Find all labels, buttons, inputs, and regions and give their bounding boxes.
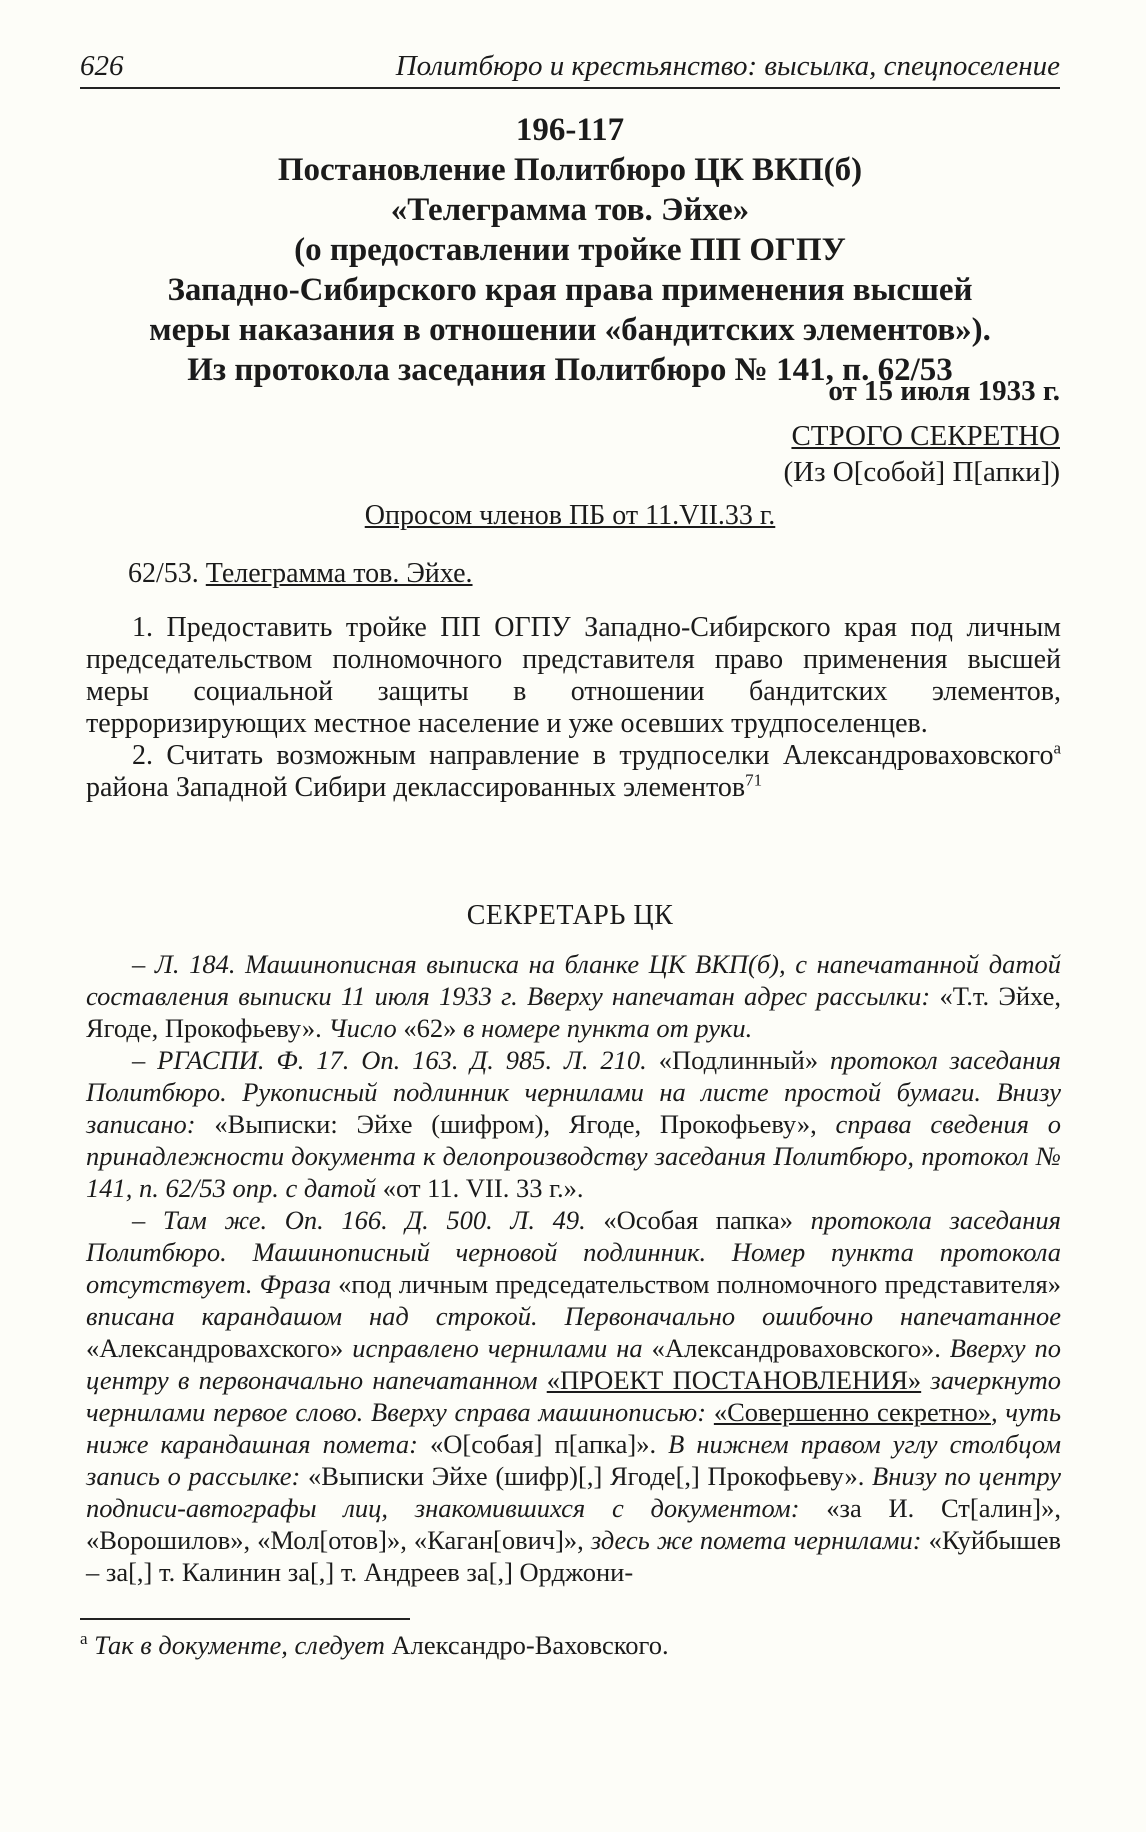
title-line: Из протокола заседания Политбюро № 141, п. 62/53 [187,352,953,388]
endnote-reference: 71 [745,770,763,790]
page-number: 626 [80,50,124,82]
note-segment: , чуть ниже карандашная помета: [86,1397,1061,1459]
document-title [80,110,1060,390]
note-segment: исправлено чернилами на [343,1333,652,1363]
document-number: 196-117 [515,112,625,148]
resolution-paragraph-1: 1. Предоставить тройке ПП ОГПУ Западно-Сибирского края под личным председательством полномочного представителя право применения высшей меры социальной защиты в отношении бандитских элементов, терроризирующих местное население и уже осевших трудпоселенцев. [86,612,1061,739]
poll-line [80,500,1060,532]
note-segment: справа сведения о принадлежности документа к делопроизводству заседания Политбюро, протокол № 141, п. 62/53 опр. с датой [86,1109,1061,1203]
title-line: Западно-Сибирского края права применения высшей [167,272,973,308]
archival-note [86,1044,1061,1204]
footnote-divider [80,1618,410,1620]
note-segment: Число [321,1013,404,1043]
title-line: «Телеграмма тов. Эйхе» [390,192,750,228]
note-segment: «Особая папка» [603,1205,794,1235]
book-title: Политбюро и крестьянство: высылка, спецпоселение [395,50,1060,82]
item-number: 62/53. [128,558,199,589]
note-segment: «Подлинный» [658,1045,819,1075]
title-line: (о предоставлении тройке ПП ОГПУ [294,232,846,268]
note-segment: протокола заседания Политбюро. Машинописный черновой подлинник. Номер пункта протокола отсутствует. Фраза [86,1205,1062,1299]
note-segment: «Т.т. Эйхе, Ягоде, Прокофьеву». [86,981,1061,1043]
note-segment: «за И. Ст[алин]», «Ворошилов», «Мол[отов]», «Каган[ович]», [86,1493,1061,1555]
paragraph-text: 2. Считать возможным направление в трудпоселки Александроваховского [132,740,1054,771]
note-segment: «ПРОЕКТ ПОСТАНОВЛЕНИЯ» [546,1365,922,1395]
note-segment: «62» [403,1013,457,1043]
resolution-paragraph-2 [86,740,1061,804]
footnote-italic: Так в документе, следует [94,1630,385,1660]
note-segment: вписана карандашом над строкой. Первоначально ошибочно напечатанное [86,1301,1061,1331]
note-segment: «от 11. VII. 33 г.». [382,1173,584,1203]
poll-text: Опросом членов ПБ от 11.VII.33 г. [364,500,776,531]
classification-block [784,418,1061,490]
footnote-marker: а [1053,738,1061,758]
note-segment: «Александроваховского». [651,1333,941,1363]
note-segment: «Куйбышев – за[,] т. Калинин за[,] т. Андреев за[,] Орджони- [86,1525,1061,1587]
title-line: Постановление Политбюро ЦК ВКП(б) [277,152,863,188]
note-segment: «О[собая] п[апка]». [430,1429,657,1459]
note-segment: – РГАСПИ. Ф. 17. Оп. 163. Д. 985. Л. 210. [132,1045,659,1075]
item-heading [128,558,473,590]
footnote-roman: Александро-Ваховского. [384,1630,669,1660]
note-segment: протокол заседания Политбюро. Рукописный подлинник чернилами на листе простой бумаги. Внизу записано: [86,1045,1061,1139]
resolution-text [86,612,1061,804]
note-segment: в номере пункта от руки. [456,1013,753,1043]
paragraph-text: района Западной Сибири деклассированных элементов [86,772,746,803]
footnote [80,1630,1060,1661]
signature: СЕКРЕТАРЬ ЦК [466,900,674,931]
note-segment: – Там же. Оп. 166. Д. 500. Л. 49. [132,1205,604,1235]
title-line: меры наказания в отношении «бандитских элементов»). [149,312,991,348]
note-segment: «Выписки: Эйхе (шифром), Ягоде, Прокофьеву», [214,1109,817,1139]
archival-notes [86,948,1061,1588]
note-segment: «Совершенно секретно» [713,1397,991,1427]
note-segment: «Выписки Эйхе (шифр)[,] Ягоде[,] Прокофьеву». [308,1461,865,1491]
note-segment: «под личным председательством полномочного представителя» [338,1269,1061,1299]
note-segment: Внизу по центру подписи-автографы лиц, знакомившихся с документом: [86,1461,1061,1523]
archival-note [86,1204,1061,1588]
document-date: от 15 июля 1933 г. [828,375,1060,407]
note-segment: «Александровахского» [86,1333,344,1363]
note-segment: зачеркнуто чернилами первое слово. Вверху справа машинописью: [86,1365,1061,1427]
note-segment: – Л. 184. Машинописная выписка на бланке ЦК ВКП(б), с напечатанной датой составления выписки 11 июля 1933 г. Вверху напечатан адрес рассылки: [86,949,1061,1011]
classification-label: СТРОГО СЕКРЕТНО [791,420,1060,452]
running-head [80,50,1060,89]
footnote-marker: а [80,1629,88,1649]
classification-note: (Из О[собой] П[апки]) [783,456,1060,488]
note-segment: Вверху по центру в первоначально напечатанном [86,1333,1061,1395]
item-title: Телеграмма тов. Эйхе. [205,558,473,589]
note-segment: здесь же помета чернилами: [583,1525,929,1555]
note-segment: В нижнем правом углу столбцом запись о рассылке: [86,1429,1061,1491]
archival-note [86,948,1061,1044]
